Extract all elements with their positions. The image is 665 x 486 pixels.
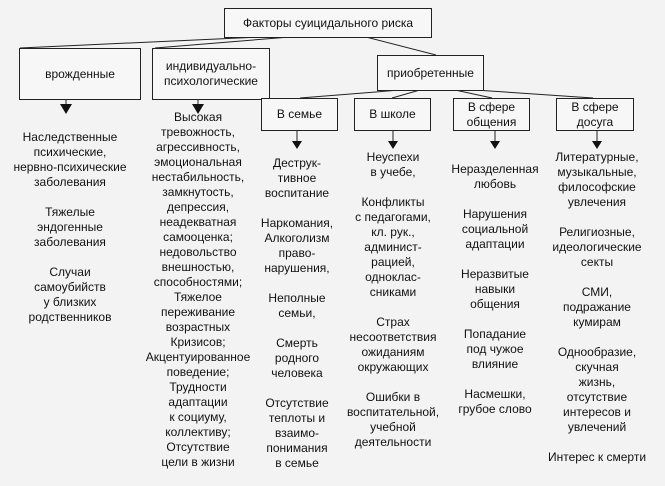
factor-line: Смерть [276, 336, 318, 350]
factor-line: кл. рук., [371, 225, 415, 239]
arrow-down-icon [292, 141, 302, 149]
factor-line: Неразвитые [461, 267, 529, 281]
factor-item [548, 150, 646, 210]
factor-line: влияние [471, 357, 519, 371]
factor-line: жизнь, [578, 375, 616, 389]
factor-line: Наследственные [22, 130, 118, 144]
leisure-factors-column [548, 150, 646, 480]
factor-item [13, 130, 126, 190]
factor-line: Наркомания, [260, 216, 334, 230]
factor-line: кумирам [573, 315, 621, 329]
factor-line: Однообразие, [557, 345, 637, 359]
factor-line: семьи, [278, 306, 316, 320]
factor-line: коллективу; [165, 425, 231, 439]
title: Факторы суицидального риска [242, 15, 414, 30]
factor-line: агрессивность, [156, 140, 240, 154]
factor-line: человека [271, 366, 323, 380]
factor-line: отсутствие [566, 390, 628, 404]
factor-item [146, 110, 251, 470]
factor-line: интересов и [563, 405, 631, 419]
factor-line: способностями; [153, 275, 243, 289]
factor-line: грубое слово [458, 402, 532, 416]
factor-line: Попадание [463, 327, 527, 341]
factor-line: Тяжелые [45, 205, 95, 219]
factor-line: воспитание [264, 186, 330, 200]
sphere-label-line: В сфере [571, 99, 619, 114]
factor-line: Страх [376, 315, 410, 329]
factor-line: эмоциональная [154, 155, 242, 169]
title-box [224, 8, 432, 38]
factor-line: родного [274, 351, 320, 365]
factor-line: Нарушения [462, 207, 528, 221]
factor-line: Религиозные, [559, 225, 635, 239]
factor-line: Литературные, [555, 150, 639, 164]
factor-line: общения [470, 297, 520, 311]
factor-item [451, 327, 538, 372]
factor-line: Неполные [268, 291, 326, 305]
factor-line: понимания [266, 441, 328, 455]
factor-item [451, 207, 538, 252]
factor-line: социальной [461, 222, 529, 236]
factor-line: Алкоголизм [264, 231, 330, 245]
factor-line: Отсутствие [166, 440, 230, 454]
individual-label-line: индивидуально- [165, 59, 257, 73]
factor-item [451, 387, 538, 417]
factor-item [548, 345, 646, 435]
factor-line: одноклас- [365, 270, 421, 284]
factor-line: рацией, [371, 255, 415, 269]
acquired-box [377, 55, 484, 91]
school-box [354, 98, 431, 131]
factor-line: к социуму, [169, 410, 227, 424]
factor-line: идеологические [552, 240, 642, 254]
factor-line: родственников [28, 310, 112, 324]
factor-line: внешностью, [161, 260, 235, 274]
factor-line: тревожность, [160, 125, 236, 139]
factor-line: Насмешки, [464, 387, 526, 401]
factor-line: несоответствия [349, 330, 437, 344]
factor-item [261, 156, 333, 201]
factor-item [261, 216, 333, 276]
family-box [261, 98, 338, 131]
school-factors-column [347, 150, 439, 465]
factor-line: эндогенные [37, 220, 103, 234]
factor-line: недовольство [159, 245, 237, 259]
factor-line: в семье [275, 456, 319, 470]
communication-factors-column [451, 162, 538, 432]
factor-line: учебной [370, 420, 416, 434]
individual-factors-column [146, 110, 251, 485]
factor-item [347, 150, 439, 180]
factor-item [347, 195, 439, 300]
factor-line: заболевания [34, 175, 106, 189]
factor-line: воспитательной, [346, 405, 440, 419]
factor-line: неадекватная [159, 215, 237, 229]
factor-line: нестабильность, [151, 170, 245, 184]
factor-line: переживание [160, 305, 236, 319]
factor-line: Случаи [49, 265, 91, 279]
factor-line: заболевания [34, 235, 106, 249]
factor-line: самоубийств [34, 280, 106, 294]
factor-line: увлечений [567, 420, 627, 434]
factor-item [261, 291, 333, 321]
factor-line: право- [278, 246, 316, 260]
factor-line: у близких [43, 295, 97, 309]
sphere-label-line: В семье [276, 107, 323, 121]
individual-box [152, 48, 270, 100]
arrow-down-icon [490, 141, 500, 149]
factor-line: Интерес к смерти [547, 450, 647, 464]
factor-line: с педагогами, [355, 210, 431, 224]
factor-line: скучная [575, 360, 619, 374]
factor-line: музыкальные, [557, 165, 637, 179]
factor-line: Высокая [173, 110, 223, 124]
factor-item [261, 396, 333, 471]
factor-line: Ошибки в [365, 390, 421, 404]
factor-item [548, 450, 646, 465]
innate-factors-column [13, 130, 126, 340]
factor-line: Деструк- [272, 156, 322, 170]
factor-line: тивное [277, 171, 317, 185]
acquired-label: приобретенные [387, 65, 474, 80]
arrow-down-icon [592, 141, 602, 149]
factor-line: любовь [473, 177, 517, 191]
factor-line: Трудности [169, 380, 227, 394]
factor-item [451, 162, 538, 192]
factor-line: навыки [474, 282, 516, 296]
factor-item [347, 315, 439, 375]
factor-line: нарушения, [264, 261, 330, 275]
factor-line: поведение; [166, 365, 230, 379]
sphere-label-line: В школе [369, 107, 416, 121]
factor-item [261, 336, 333, 381]
factor-item [347, 390, 439, 450]
factor-line: возрастных [165, 320, 231, 334]
factor-line: Тяжелое [174, 290, 222, 304]
factor-line: Неуспехи [366, 150, 420, 164]
factor-line: деятельности [354, 435, 432, 449]
factor-line: в учебе, [370, 165, 416, 179]
sphere-label-line: В сфере [467, 99, 516, 114]
factor-line: Неразделенная [451, 162, 539, 176]
innate-box [19, 48, 141, 100]
factor-line: адаптации [168, 395, 228, 409]
factor-line: окружающих [357, 360, 429, 374]
factor-line: философские [558, 180, 636, 194]
factor-item [548, 225, 646, 270]
factor-line: ожиданиям [361, 345, 425, 359]
sphere-label-line: досуга [576, 114, 614, 129]
factor-line: увлечения [567, 195, 627, 209]
sphere-label-line: общения [466, 114, 517, 129]
factor-line: депрессия, [166, 200, 230, 214]
factor-line: подражание [563, 300, 631, 314]
factor-item [451, 267, 538, 312]
factor-line: секты [580, 255, 614, 269]
factor-line: адаптации [465, 237, 525, 251]
factor-line: цели в жизни [161, 455, 235, 469]
factor-line: нервно-психические [13, 160, 127, 174]
leisure-box [556, 98, 634, 131]
factor-line: Конфликты [361, 195, 425, 209]
factor-item [13, 205, 126, 250]
factor-line: Кризисов; [170, 335, 226, 349]
factor-line: админист- [364, 240, 422, 254]
arrow-down-icon [60, 104, 72, 114]
factor-line: теплоты и [268, 411, 326, 425]
factor-line: СМИ, [581, 285, 613, 299]
arrow-down-icon [388, 141, 398, 149]
factor-line: взаимо- [274, 426, 320, 440]
factor-line: психические, [33, 145, 107, 159]
innate-label: врожденные [45, 66, 115, 81]
factor-item [548, 285, 646, 330]
factor-line: Акцентуированное [145, 350, 251, 364]
factor-line: самооценка; [163, 230, 233, 244]
factor-line: Отсутствие [265, 396, 329, 410]
communication-box [453, 98, 530, 131]
factor-line: замкнутость, [162, 185, 234, 199]
factor-line: сниками [369, 285, 417, 299]
factor-line: под чужое [466, 342, 524, 356]
individual-label-line: психологические [164, 74, 258, 88]
family-factors-column [261, 156, 333, 486]
factor-item [13, 265, 126, 325]
